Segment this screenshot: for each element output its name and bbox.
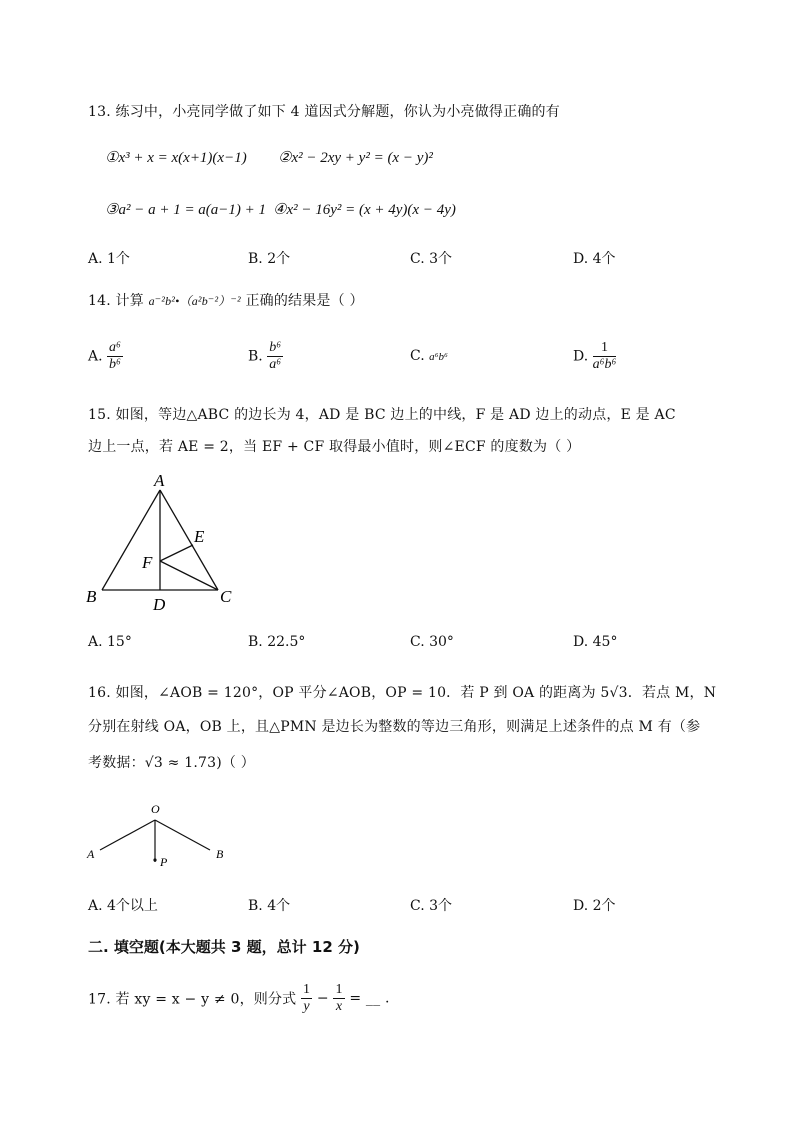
- q17-fraction-2: [333, 982, 344, 1015]
- q16-ray-oa: [100, 820, 155, 850]
- q14-option-c-value: a⁶b⁶: [429, 351, 448, 363]
- q17-fraction-1-numerator: 1: [303, 982, 311, 997]
- q15-side-ab: [102, 490, 160, 590]
- q15-label-a: A: [154, 471, 165, 490]
- q16-ray-ob: [155, 820, 210, 850]
- q13-item-1: ①x³ + x = x(x+1)(x−1): [105, 150, 247, 166]
- q16-point-p: [153, 858, 156, 861]
- q17-fraction-1-denominator: y: [303, 999, 310, 1014]
- q16-label-o: O: [151, 802, 160, 816]
- q16-angle-figure: [80, 798, 240, 870]
- q16-stem-line-1: 16. 如图，∠AOB = 120°，OP 平分∠AOB，OP = 10．若 P 到 OA 的距离为 5√3．若点 M，N: [88, 685, 717, 701]
- q13-option-b: B. 2个: [248, 251, 291, 267]
- q16-option-a: A. 4个以上: [88, 898, 158, 914]
- q14-stem-expression: a⁻²b²•（a²b⁻²）⁻²: [148, 294, 241, 308]
- q14-option-d-numerator: 1: [593, 340, 617, 357]
- q14-option-a-numerator: a⁶: [109, 340, 121, 355]
- q14-option-b-label: B.: [248, 348, 263, 365]
- q14-option-d-fraction: [593, 340, 617, 373]
- q16-stem-line-3: 考数据：√3 ≈ 1.73)（ ）: [88, 755, 255, 771]
- q17-stem: [88, 982, 390, 1015]
- q16-label-b: B: [216, 847, 224, 861]
- q15-option-a: A. 15°: [88, 634, 132, 650]
- q14-option-c-label: C.: [410, 348, 425, 364]
- q13-item-4: ④x² − 16y² = (x + 4y)(x − 4y): [273, 202, 456, 218]
- q15-stem-line-1: 15. 如图，等边△ABC 的边长为 4，AD 是 BC 边上的中线，F 是 AD 边上的动点，E 是 AC: [88, 407, 676, 423]
- q15-triangle-figure: [80, 468, 250, 618]
- q14-option-b-numerator: b⁶: [269, 340, 282, 355]
- q14-option-b-denominator: a⁶: [269, 357, 282, 372]
- q14-option-d-label: D.: [573, 348, 589, 365]
- q14-stem-suffix: 正确的结果是（ ）: [245, 293, 364, 309]
- q16-label-p: P: [160, 855, 168, 869]
- q13-option-d: D. 4个: [573, 251, 616, 267]
- q15-segment-fe: [160, 545, 193, 561]
- q16-label-a: A: [87, 847, 95, 861]
- q13-option-c: C. 3个: [410, 251, 453, 267]
- q14-option-a-fraction: [107, 340, 123, 373]
- q17-fraction-2-numerator: 1: [335, 982, 343, 997]
- q14-option-b: [248, 340, 283, 373]
- q17-prefix: 17. 若 xy = x − y ≠ 0，则分式: [88, 991, 297, 1008]
- q17-suffix: = __ .: [349, 990, 390, 1007]
- q15-option-b: B. 22.5°: [248, 634, 306, 650]
- q16-option-b: B. 4个: [248, 898, 291, 914]
- q17-minus: −: [316, 990, 329, 1007]
- q14-option-a-label: A.: [88, 348, 103, 365]
- q15-label-d: D: [153, 595, 166, 614]
- q15-stem-line-2: 边上一点，若 AE = 2，当 EF + CF 取得最小值时，则∠ECF 的度数为（ ）: [88, 439, 581, 455]
- q15-option-d: D. 45°: [573, 634, 618, 650]
- q15-option-c: C. 30°: [410, 634, 454, 650]
- q13-item-2: ②x² − 2xy + y² = (x − y)²: [278, 150, 433, 166]
- q14-option-a-denominator: b⁶: [109, 357, 121, 372]
- q14-option-a: [88, 340, 123, 373]
- q14-option-b-fraction: [267, 340, 283, 373]
- q15-label-c: C: [220, 587, 232, 606]
- q15-label-e: E: [194, 527, 205, 546]
- section-fill-in-title: 二. 填空题(本大题共 3 题，总计 12 分): [88, 938, 360, 956]
- q15-label-b: B: [86, 587, 97, 606]
- q13-item-3: ③a² − a + 1 = a(a−1) + 1: [105, 202, 267, 218]
- q14-option-d-denominator: a⁶b⁶: [592, 357, 617, 372]
- q15-label-f: F: [142, 553, 153, 572]
- q14-stem-prefix: 14. 计算: [88, 293, 144, 309]
- q17-fraction-2-denominator: x: [335, 999, 343, 1014]
- q16-stem-line-2: 分别在射线 OA，OB 上，且△PMN 是边长为整数的等边三角形，则满足上述条件的点 M 有（参: [88, 719, 701, 735]
- q16-option-c: C. 3个: [410, 898, 453, 914]
- q13-option-a: A. 1个: [88, 251, 130, 267]
- q14-option-c: [410, 348, 448, 364]
- q17-fraction-1: [301, 982, 312, 1015]
- q14-option-d: [573, 340, 616, 373]
- q14-stem: [88, 290, 364, 310]
- q13-stem: 13. 练习中，小亮同学做了如下 4 道因式分解题，你认为小亮做得正确的有: [88, 104, 560, 120]
- q16-option-d: D. 2个: [573, 898, 616, 914]
